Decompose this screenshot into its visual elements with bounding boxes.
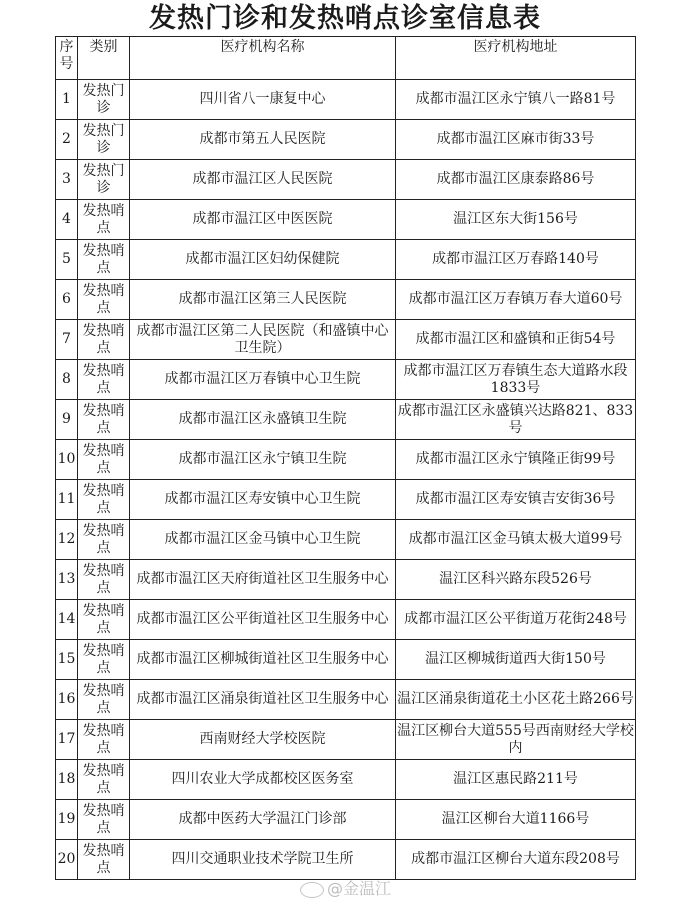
row-institution-name: 成都市温江区公平街道社区卫生服务中心 bbox=[130, 600, 396, 640]
row-category: 发热哨点 bbox=[78, 600, 130, 640]
row-institution-address: 成都市温江区康泰路86号 bbox=[396, 160, 636, 200]
row-category: 发热哨点 bbox=[78, 800, 130, 840]
table-row bbox=[56, 120, 636, 160]
table-row bbox=[56, 240, 636, 280]
row-institution-address: 成都市温江区永盛镇兴达路821、833号 bbox=[396, 400, 636, 440]
row-institution-address: 温江区惠民路211号 bbox=[396, 760, 636, 800]
table-row bbox=[56, 680, 636, 720]
row-index: 20 bbox=[56, 840, 78, 880]
row-institution-address: 成都市温江区万春镇万春大道60号 bbox=[396, 280, 636, 320]
row-institution-address: 温江区柳城街道西大街150号 bbox=[396, 640, 636, 680]
row-index: 11 bbox=[56, 480, 78, 520]
row-category: 发热门诊 bbox=[78, 120, 130, 160]
row-index: 19 bbox=[56, 800, 78, 840]
table-row bbox=[56, 600, 636, 640]
row-institution-address: 温江区柳台大道1166号 bbox=[396, 800, 636, 840]
row-category: 发热哨点 bbox=[78, 720, 130, 760]
row-institution-address: 成都市温江区万春路140号 bbox=[396, 240, 636, 280]
row-institution-name: 成都市温江区柳城街道社区卫生服务中心 bbox=[130, 640, 396, 680]
row-institution-name: 四川交通职业技术学院卫生所 bbox=[130, 840, 396, 880]
header-category: 类别 bbox=[78, 37, 130, 80]
row-category: 发热哨点 bbox=[78, 560, 130, 600]
weibo-watermark bbox=[300, 876, 391, 899]
row-institution-address: 成都市温江区寿安镇吉安街36号 bbox=[396, 480, 636, 520]
row-index: 4 bbox=[56, 200, 78, 240]
row-category: 发热门诊 bbox=[78, 160, 130, 200]
row-institution-name: 成都市第五人民医院 bbox=[130, 120, 396, 160]
row-index: 5 bbox=[56, 240, 78, 280]
table-row bbox=[56, 320, 636, 360]
row-institution-name: 成都市温江区中医医院 bbox=[130, 200, 396, 240]
table-row bbox=[56, 280, 636, 320]
header-name: 医疗机构名称 bbox=[130, 37, 396, 80]
row-category: 发热哨点 bbox=[78, 840, 130, 880]
table-row bbox=[56, 760, 636, 800]
row-institution-name: 成都市温江区妇幼保健院 bbox=[130, 240, 396, 280]
row-index: 14 bbox=[56, 600, 78, 640]
row-index: 16 bbox=[56, 680, 78, 720]
row-institution-name: 成都市温江区天府街道社区卫生服务中心 bbox=[130, 560, 396, 600]
row-institution-address: 成都市温江区和盛镇和正街54号 bbox=[396, 320, 636, 360]
row-category: 发热哨点 bbox=[78, 200, 130, 240]
row-index: 18 bbox=[56, 760, 78, 800]
row-index: 17 bbox=[56, 720, 78, 760]
table-header-row bbox=[56, 37, 636, 80]
row-index: 13 bbox=[56, 560, 78, 600]
row-category: 发热哨点 bbox=[78, 520, 130, 560]
table-row bbox=[56, 840, 636, 880]
row-institution-name: 成都市温江区万春镇中心卫生院 bbox=[130, 360, 396, 400]
row-institution-name: 成都市温江区永盛镇卫生院 bbox=[130, 400, 396, 440]
row-institution-address: 温江区柳台大道555号西南财经大学校内 bbox=[396, 720, 636, 760]
row-index: 7 bbox=[56, 320, 78, 360]
table-row bbox=[56, 720, 636, 760]
row-category: 发热哨点 bbox=[78, 480, 130, 520]
row-category: 发热门诊 bbox=[78, 80, 130, 120]
row-institution-address: 成都市温江区麻市街33号 bbox=[396, 120, 636, 160]
page-title: 发热门诊和发热哨点诊室信息表 bbox=[149, 3, 541, 34]
row-institution-name: 西南财经大学校医院 bbox=[130, 720, 396, 760]
table-row bbox=[56, 520, 636, 560]
row-institution-address: 成都市温江区永宁镇八一路81号 bbox=[396, 80, 636, 120]
row-index: 12 bbox=[56, 520, 78, 560]
row-institution-address: 成都市温江区柳台大道东段208号 bbox=[396, 840, 636, 880]
row-institution-address: 温江区科兴路东段526号 bbox=[396, 560, 636, 600]
row-index: 9 bbox=[56, 400, 78, 440]
row-index: 2 bbox=[56, 120, 78, 160]
row-institution-address: 温江区涌泉街道花土小区花土路266号 bbox=[396, 680, 636, 720]
row-institution-address: 成都市温江区万春镇生态大道路水段1833号 bbox=[396, 360, 636, 400]
row-index: 15 bbox=[56, 640, 78, 680]
row-institution-address: 成都市温江区公平街道万花街248号 bbox=[396, 600, 636, 640]
row-index: 6 bbox=[56, 280, 78, 320]
row-institution-name: 四川省八一康复中心 bbox=[130, 80, 396, 120]
table-row bbox=[56, 800, 636, 840]
row-institution-name: 成都市温江区第二人民医院（和盛镇中心卫生院） bbox=[130, 320, 396, 360]
row-category: 发热哨点 bbox=[78, 680, 130, 720]
row-category: 发热哨点 bbox=[78, 400, 130, 440]
table-row bbox=[56, 400, 636, 440]
row-category: 发热哨点 bbox=[78, 640, 130, 680]
table-row bbox=[56, 640, 636, 680]
row-institution-address: 成都市温江区永宁镇隆正街99号 bbox=[396, 440, 636, 480]
row-institution-name: 成都市温江区涌泉街道社区卫生服务中心 bbox=[130, 680, 396, 720]
table-row bbox=[56, 360, 636, 400]
watermark-text: @金温江 bbox=[327, 879, 392, 898]
row-institution-name: 成都中医药大学温江门诊部 bbox=[130, 800, 396, 840]
info-table bbox=[55, 36, 636, 880]
table-row bbox=[56, 200, 636, 240]
row-index: 10 bbox=[56, 440, 78, 480]
row-institution-name: 成都市温江区寿安镇中心卫生院 bbox=[130, 480, 396, 520]
row-institution-name: 成都市温江区人民医院 bbox=[130, 160, 396, 200]
table-row bbox=[56, 480, 636, 520]
row-category: 发热哨点 bbox=[78, 320, 130, 360]
row-category: 发热哨点 bbox=[78, 440, 130, 480]
row-category: 发热哨点 bbox=[78, 280, 130, 320]
row-institution-name: 四川农业大学成都校区医务室 bbox=[130, 760, 396, 800]
table-row bbox=[56, 80, 636, 120]
row-category: 发热哨点 bbox=[78, 760, 130, 800]
header-address: 医疗机构地址 bbox=[396, 37, 636, 80]
row-institution-address: 温江区东大街156号 bbox=[396, 200, 636, 240]
row-index: 1 bbox=[56, 80, 78, 120]
weibo-icon bbox=[300, 882, 324, 898]
row-institution-name: 成都市温江区永宁镇卫生院 bbox=[130, 440, 396, 480]
table-row bbox=[56, 440, 636, 480]
row-institution-address: 成都市温江区金马镇太极大道99号 bbox=[396, 520, 636, 560]
table-row bbox=[56, 560, 636, 600]
row-index: 8 bbox=[56, 360, 78, 400]
row-category: 发热哨点 bbox=[78, 360, 130, 400]
table-row bbox=[56, 160, 636, 200]
row-institution-name: 成都市温江区第三人民医院 bbox=[130, 280, 396, 320]
header-index: 序号 bbox=[56, 37, 78, 80]
row-index: 3 bbox=[56, 160, 78, 200]
row-institution-name: 成都市温江区金马镇中心卫生院 bbox=[130, 520, 396, 560]
row-category: 发热哨点 bbox=[78, 240, 130, 280]
